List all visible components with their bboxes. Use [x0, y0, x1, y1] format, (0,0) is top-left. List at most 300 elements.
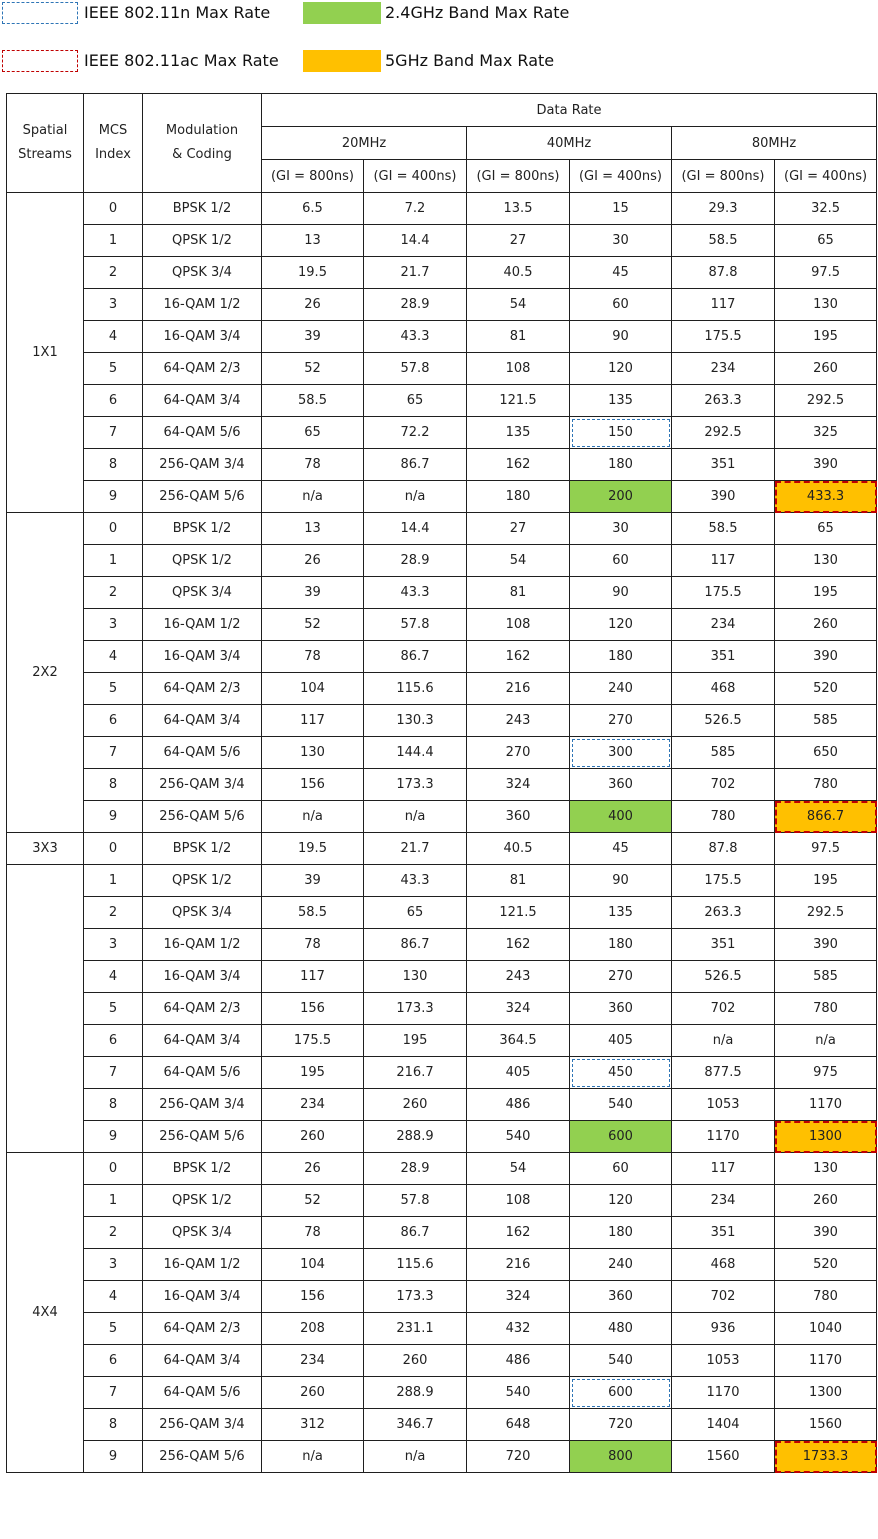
- rate-cell: 14.4: [364, 513, 467, 545]
- rate-cell: 65: [262, 417, 364, 449]
- rate-cell: 1170: [672, 1121, 775, 1153]
- legend-band5-max-label: 5GHz Band Max Rate: [385, 51, 555, 70]
- rate-cell: 260: [262, 1377, 364, 1409]
- rate-cell: 175.5: [672, 865, 775, 897]
- rate-cell: 195: [775, 865, 877, 897]
- mcs-index-cell: 1: [84, 1185, 143, 1217]
- modulation-cell: 16-QAM 3/4: [143, 961, 262, 993]
- rate-cell: n/a: [364, 481, 467, 513]
- rate-cell: 156: [262, 1281, 364, 1313]
- rate-cell: 60: [570, 1153, 672, 1185]
- table-row: [7, 225, 877, 257]
- table-row: [7, 993, 877, 1025]
- mcs-index-cell: 3: [84, 609, 143, 641]
- rate-cell: 1733.3: [775, 1441, 877, 1473]
- mcs-index-cell: 0: [84, 833, 143, 865]
- rate-cell: 936: [672, 1313, 775, 1345]
- modulation-cell: QPSK 3/4: [143, 257, 262, 289]
- modulation-cell: QPSK 1/2: [143, 1185, 262, 1217]
- legend-n-max-label: IEEE 802.11n Max Rate: [84, 3, 271, 22]
- table-row: [7, 1057, 877, 1089]
- rate-cell: 351: [672, 1217, 775, 1249]
- rate-cell: 120: [570, 609, 672, 641]
- rate-cell: 26: [262, 1153, 364, 1185]
- table-row: [7, 577, 877, 609]
- rate-cell: 263.3: [672, 385, 775, 417]
- mcs-index-cell: 1: [84, 225, 143, 257]
- spatial-streams-cell: 3X3: [7, 833, 84, 865]
- rate-cell: 180: [570, 929, 672, 961]
- rate-cell: 292.5: [775, 385, 877, 417]
- rate-cell: 300: [570, 737, 672, 769]
- rate-cell: 150: [570, 417, 672, 449]
- rate-cell: 486: [467, 1345, 570, 1377]
- rate-cell: 468: [672, 1249, 775, 1281]
- rate-cell: 216: [467, 673, 570, 705]
- rate-cell: 130: [262, 737, 364, 769]
- modulation-cell: 64-QAM 5/6: [143, 417, 262, 449]
- modulation-cell: 16-QAM 1/2: [143, 1249, 262, 1281]
- header-mcs-index: [84, 94, 143, 193]
- mcs-index-cell: 4: [84, 641, 143, 673]
- data-rate-table: [6, 93, 877, 1473]
- mcs-index-cell: 1: [84, 865, 143, 897]
- modulation-cell: 256-QAM 3/4: [143, 1089, 262, 1121]
- rate-cell: 351: [672, 641, 775, 673]
- rate-cell: 173.3: [364, 993, 467, 1025]
- rate-cell: 540: [570, 1345, 672, 1377]
- rate-cell: 720: [467, 1441, 570, 1473]
- modulation-cell: 64-QAM 3/4: [143, 1025, 262, 1057]
- rate-cell: 360: [570, 769, 672, 801]
- rate-cell: 432: [467, 1313, 570, 1345]
- table-row: [7, 1121, 877, 1153]
- rate-cell: 390: [775, 641, 877, 673]
- mcs-index-cell: 9: [84, 801, 143, 833]
- rate-cell: 27: [467, 225, 570, 257]
- modulation-cell: 64-QAM 5/6: [143, 737, 262, 769]
- rate-cell: 117: [262, 961, 364, 993]
- rate-cell: 231.1: [364, 1313, 467, 1345]
- mcs-index-cell: 2: [84, 257, 143, 289]
- rate-cell: 78: [262, 1217, 364, 1249]
- rate-cell: 324: [467, 1281, 570, 1313]
- rate-cell: n/a: [262, 1441, 364, 1473]
- modulation-cell: QPSK 1/2: [143, 865, 262, 897]
- rate-cell: 65: [775, 513, 877, 545]
- rate-cell: 866.7: [775, 801, 877, 833]
- rate-cell: 14.4: [364, 225, 467, 257]
- mcs-index-cell: 9: [84, 1121, 143, 1153]
- rate-cell: 540: [570, 1089, 672, 1121]
- rate-cell: 216: [467, 1249, 570, 1281]
- table-row: [7, 1153, 877, 1185]
- modulation-cell: QPSK 3/4: [143, 897, 262, 929]
- modulation-cell: 256-QAM 3/4: [143, 769, 262, 801]
- modulation-cell: 16-QAM 3/4: [143, 1281, 262, 1313]
- rate-cell: 108: [467, 1185, 570, 1217]
- header-modulation-line1: Modulation: [165, 123, 239, 138]
- table-row: [7, 353, 877, 385]
- rate-cell: 390: [672, 481, 775, 513]
- rate-cell: 60: [570, 289, 672, 321]
- rate-cell: 216.7: [364, 1057, 467, 1089]
- rate-cell: 135: [570, 385, 672, 417]
- mcs-index-cell: 3: [84, 289, 143, 321]
- mcs-index-cell: 1: [84, 545, 143, 577]
- table-row: [7, 289, 877, 321]
- rate-cell: 162: [467, 449, 570, 481]
- rate-cell: 270: [570, 705, 672, 737]
- table-row: [7, 1089, 877, 1121]
- rate-cell: 240: [570, 1249, 672, 1281]
- rate-cell: 65: [364, 385, 467, 417]
- rate-cell: n/a: [775, 1025, 877, 1057]
- mcs-index-cell: 8: [84, 449, 143, 481]
- rate-cell: 173.3: [364, 1281, 467, 1313]
- rate-cell: 526.5: [672, 961, 775, 993]
- rate-cell: 81: [467, 577, 570, 609]
- table-row: [7, 1409, 877, 1441]
- modulation-cell: BPSK 1/2: [143, 833, 262, 865]
- rate-cell: 351: [672, 929, 775, 961]
- modulation-cell: 64-QAM 3/4: [143, 385, 262, 417]
- rate-cell: 45: [570, 833, 672, 865]
- rate-cell: 702: [672, 1281, 775, 1313]
- mcs-index-cell: 5: [84, 673, 143, 705]
- rate-cell: 200: [570, 481, 672, 513]
- rate-cell: 288.9: [364, 1377, 467, 1409]
- legend: [0, 0, 878, 92]
- modulation-cell: 256-QAM 5/6: [143, 1441, 262, 1473]
- rate-cell: 240: [570, 673, 672, 705]
- rate-cell: 7.2: [364, 193, 467, 225]
- mcs-index-cell: 9: [84, 481, 143, 513]
- header-data-rate: Data Rate: [262, 94, 877, 127]
- rate-cell: 40.5: [467, 833, 570, 865]
- rate-cell: n/a: [364, 1441, 467, 1473]
- rate-cell: 346.7: [364, 1409, 467, 1441]
- modulation-cell: QPSK 3/4: [143, 1217, 262, 1249]
- rate-cell: 234: [672, 609, 775, 641]
- mcs-index-cell: 2: [84, 897, 143, 929]
- rate-cell: 57.8: [364, 353, 467, 385]
- rate-cell: 405: [467, 1057, 570, 1089]
- table-row: [7, 769, 877, 801]
- rate-cell: 52: [262, 609, 364, 641]
- modulation-cell: BPSK 1/2: [143, 513, 262, 545]
- rate-cell: 21.7: [364, 257, 467, 289]
- dashed-blue-swatch-icon: [2, 2, 78, 24]
- rate-cell: 28.9: [364, 289, 467, 321]
- spatial-streams-cell: [7, 865, 84, 1153]
- rate-cell: 57.8: [364, 1185, 467, 1217]
- rate-cell: 234: [262, 1089, 364, 1121]
- rate-cell: 32.5: [775, 193, 877, 225]
- rate-cell: 325: [775, 417, 877, 449]
- table-body: [7, 193, 877, 1473]
- rate-cell: 526.5: [672, 705, 775, 737]
- rate-cell: 65: [364, 897, 467, 929]
- spatial-streams-cell: 4X4: [7, 1153, 84, 1473]
- rate-cell: 702: [672, 993, 775, 1025]
- rate-cell: 360: [570, 993, 672, 1025]
- table-row: [7, 961, 877, 993]
- rate-cell: 13: [262, 513, 364, 545]
- mcs-index-cell: 0: [84, 513, 143, 545]
- rate-cell: 351: [672, 449, 775, 481]
- rate-cell: 86.7: [364, 1217, 467, 1249]
- rate-cell: 208: [262, 1313, 364, 1345]
- rate-cell: 180: [570, 1217, 672, 1249]
- rate-cell: 260: [262, 1121, 364, 1153]
- rate-cell: 97.5: [775, 257, 877, 289]
- rate-cell: 108: [467, 353, 570, 385]
- table-row: [7, 1441, 877, 1473]
- mcs-index-cell: 8: [84, 1089, 143, 1121]
- rate-cell: 468: [672, 673, 775, 705]
- rate-cell: 1300: [775, 1377, 877, 1409]
- rate-cell: 702: [672, 769, 775, 801]
- modulation-cell: 256-QAM 3/4: [143, 1409, 262, 1441]
- rate-cell: 104: [262, 1249, 364, 1281]
- rate-cell: 975: [775, 1057, 877, 1089]
- rate-cell: 39: [262, 865, 364, 897]
- rate-cell: 600: [570, 1377, 672, 1409]
- header-mcs-index-line1: MCS: [98, 123, 128, 138]
- orange-swatch-icon: [303, 50, 381, 72]
- table-row: [7, 545, 877, 577]
- header-bandwidth-20mhz: 20MHz: [262, 127, 467, 160]
- modulation-cell: 256-QAM 3/4: [143, 449, 262, 481]
- table-row: [7, 705, 877, 737]
- rate-cell: 486: [467, 1089, 570, 1121]
- rate-cell: 260: [775, 609, 877, 641]
- rate-cell: 1170: [775, 1089, 877, 1121]
- rate-cell: 292.5: [775, 897, 877, 929]
- rate-cell: 360: [467, 801, 570, 833]
- table-row: [7, 1377, 877, 1409]
- spatial-streams-cell: 1X1: [7, 193, 84, 513]
- rate-cell: 162: [467, 1217, 570, 1249]
- table-row: [7, 1217, 877, 1249]
- header-spatial-streams-line2: Streams: [18, 147, 72, 162]
- rate-cell: 19.5: [262, 257, 364, 289]
- mcs-index-cell: 4: [84, 321, 143, 353]
- rate-cell: 780: [775, 1281, 877, 1313]
- rate-cell: 234: [672, 1185, 775, 1217]
- modulation-cell: QPSK 1/2: [143, 225, 262, 257]
- rate-cell: 43.3: [364, 865, 467, 897]
- rate-cell: 27: [467, 513, 570, 545]
- table-row: [7, 897, 877, 929]
- rate-cell: 405: [570, 1025, 672, 1057]
- legend-band24-max-label: 2.4GHz Band Max Rate: [385, 3, 570, 22]
- header-mcs-index-line2: Index: [95, 147, 131, 162]
- table-row: [7, 865, 877, 897]
- mcs-index-cell: 2: [84, 577, 143, 609]
- rate-cell: 78: [262, 449, 364, 481]
- modulation-cell: 16-QAM 1/2: [143, 289, 262, 321]
- rate-cell: 28.9: [364, 1153, 467, 1185]
- rate-cell: 52: [262, 353, 364, 385]
- rate-cell: 26: [262, 545, 364, 577]
- rate-cell: 90: [570, 321, 672, 353]
- rate-cell: 180: [467, 481, 570, 513]
- rate-cell: 648: [467, 1409, 570, 1441]
- rate-cell: 120: [570, 1185, 672, 1217]
- mcs-index-cell: 7: [84, 1057, 143, 1089]
- rate-cell: 115.6: [364, 673, 467, 705]
- rate-cell: 130: [775, 289, 877, 321]
- table-row: [7, 481, 877, 513]
- rate-cell: 877.5: [672, 1057, 775, 1089]
- table-row: [7, 1281, 877, 1313]
- mcs-index-cell: 3: [84, 1249, 143, 1281]
- green-swatch-icon: [303, 2, 381, 24]
- table-row: [7, 1249, 877, 1281]
- rate-cell: 120: [570, 353, 672, 385]
- rate-cell: 234: [262, 1345, 364, 1377]
- modulation-cell: 64-QAM 2/3: [143, 993, 262, 1025]
- rate-cell: 243: [467, 961, 570, 993]
- rate-cell: 58.5: [672, 225, 775, 257]
- rate-cell: 117: [262, 705, 364, 737]
- modulation-cell: 16-QAM 1/2: [143, 609, 262, 641]
- rate-cell: 28.9: [364, 545, 467, 577]
- table-row: [7, 1185, 877, 1217]
- rate-cell: 13: [262, 225, 364, 257]
- rate-cell: 87.8: [672, 833, 775, 865]
- rate-cell: 1170: [775, 1345, 877, 1377]
- mcs-index-cell: 7: [84, 737, 143, 769]
- rate-cell: 43.3: [364, 321, 467, 353]
- rate-cell: 292.5: [672, 417, 775, 449]
- rate-cell: 1053: [672, 1089, 775, 1121]
- mcs-index-cell: 8: [84, 769, 143, 801]
- header-modulation: [143, 94, 262, 193]
- mcs-index-cell: 6: [84, 1025, 143, 1057]
- rate-cell: 144.4: [364, 737, 467, 769]
- table-row: [7, 673, 877, 705]
- rate-cell: 360: [570, 1281, 672, 1313]
- rate-cell: 21.7: [364, 833, 467, 865]
- rate-cell: 87.8: [672, 257, 775, 289]
- rate-cell: 1300: [775, 1121, 877, 1153]
- rate-cell: 54: [467, 545, 570, 577]
- rate-cell: 720: [570, 1409, 672, 1441]
- table-row: [7, 449, 877, 481]
- mcs-index-cell: 6: [84, 705, 143, 737]
- rate-cell: 121.5: [467, 897, 570, 929]
- rate-cell: 6.5: [262, 193, 364, 225]
- rate-cell: 130: [364, 961, 467, 993]
- rate-cell: 195: [775, 321, 877, 353]
- mcs-index-cell: 8: [84, 1409, 143, 1441]
- rate-cell: 43.3: [364, 577, 467, 609]
- table-row: [7, 417, 877, 449]
- rate-cell: 29.3: [672, 193, 775, 225]
- rate-cell: 130: [775, 1153, 877, 1185]
- header-gi: (GI = 800ns): [467, 160, 570, 193]
- rate-cell: 195: [775, 577, 877, 609]
- rate-cell: 400: [570, 801, 672, 833]
- rate-cell: 162: [467, 641, 570, 673]
- rate-cell: n/a: [364, 801, 467, 833]
- rate-cell: 39: [262, 577, 364, 609]
- rate-cell: 65: [775, 225, 877, 257]
- spatial-streams-cell: 2X2: [7, 513, 84, 833]
- rate-cell: 585: [775, 961, 877, 993]
- rate-cell: 130: [775, 545, 877, 577]
- modulation-cell: 256-QAM 5/6: [143, 1121, 262, 1153]
- header-gi: (GI = 400ns): [775, 160, 877, 193]
- mcs-index-cell: 5: [84, 1313, 143, 1345]
- mcs-index-cell: 0: [84, 193, 143, 225]
- header-gi: (GI = 400ns): [570, 160, 672, 193]
- rate-cell: 121.5: [467, 385, 570, 417]
- modulation-cell: 64-QAM 3/4: [143, 1345, 262, 1377]
- table-row: [7, 385, 877, 417]
- rate-cell: 175.5: [672, 577, 775, 609]
- rate-cell: 364.5: [467, 1025, 570, 1057]
- rate-cell: 520: [775, 673, 877, 705]
- rate-cell: 40.5: [467, 257, 570, 289]
- modulation-cell: 16-QAM 3/4: [143, 321, 262, 353]
- rate-cell: 270: [467, 737, 570, 769]
- rate-cell: 270: [570, 961, 672, 993]
- table-row: [7, 257, 877, 289]
- rate-cell: 135: [467, 417, 570, 449]
- rate-cell: 260: [364, 1345, 467, 1377]
- mcs-index-cell: 9: [84, 1441, 143, 1473]
- dashed-red-swatch-icon: [2, 50, 78, 72]
- rate-cell: 540: [467, 1121, 570, 1153]
- rate-cell: 45: [570, 257, 672, 289]
- rate-cell: 173.3: [364, 769, 467, 801]
- rate-cell: 180: [570, 641, 672, 673]
- rate-cell: 81: [467, 865, 570, 897]
- modulation-cell: 256-QAM 5/6: [143, 801, 262, 833]
- rate-cell: 26: [262, 289, 364, 321]
- header-bandwidth-80mhz: 80MHz: [672, 127, 877, 160]
- rate-cell: 78: [262, 641, 364, 673]
- rate-cell: 115.6: [364, 1249, 467, 1281]
- rate-cell: 57.8: [364, 609, 467, 641]
- modulation-cell: 64-QAM 2/3: [143, 673, 262, 705]
- rate-cell: 650: [775, 737, 877, 769]
- rate-cell: 600: [570, 1121, 672, 1153]
- rate-cell: 135: [570, 897, 672, 929]
- header-spatial-streams: [7, 94, 84, 193]
- rate-cell: n/a: [262, 481, 364, 513]
- rate-cell: 30: [570, 225, 672, 257]
- rate-cell: 162: [467, 929, 570, 961]
- header-gi: (GI = 400ns): [364, 160, 467, 193]
- header-modulation-line2: & Coding: [172, 147, 232, 162]
- modulation-cell: QPSK 1/2: [143, 545, 262, 577]
- mcs-index-cell: 3: [84, 929, 143, 961]
- rate-cell: 58.5: [262, 897, 364, 929]
- rate-cell: 390: [775, 449, 877, 481]
- modulation-cell: 64-QAM 5/6: [143, 1377, 262, 1409]
- rate-cell: 175.5: [262, 1025, 364, 1057]
- mcs-index-cell: 6: [84, 1345, 143, 1377]
- rate-cell: 130.3: [364, 705, 467, 737]
- table-row: [7, 321, 877, 353]
- rate-cell: 117: [672, 289, 775, 321]
- rate-cell: 1560: [672, 1441, 775, 1473]
